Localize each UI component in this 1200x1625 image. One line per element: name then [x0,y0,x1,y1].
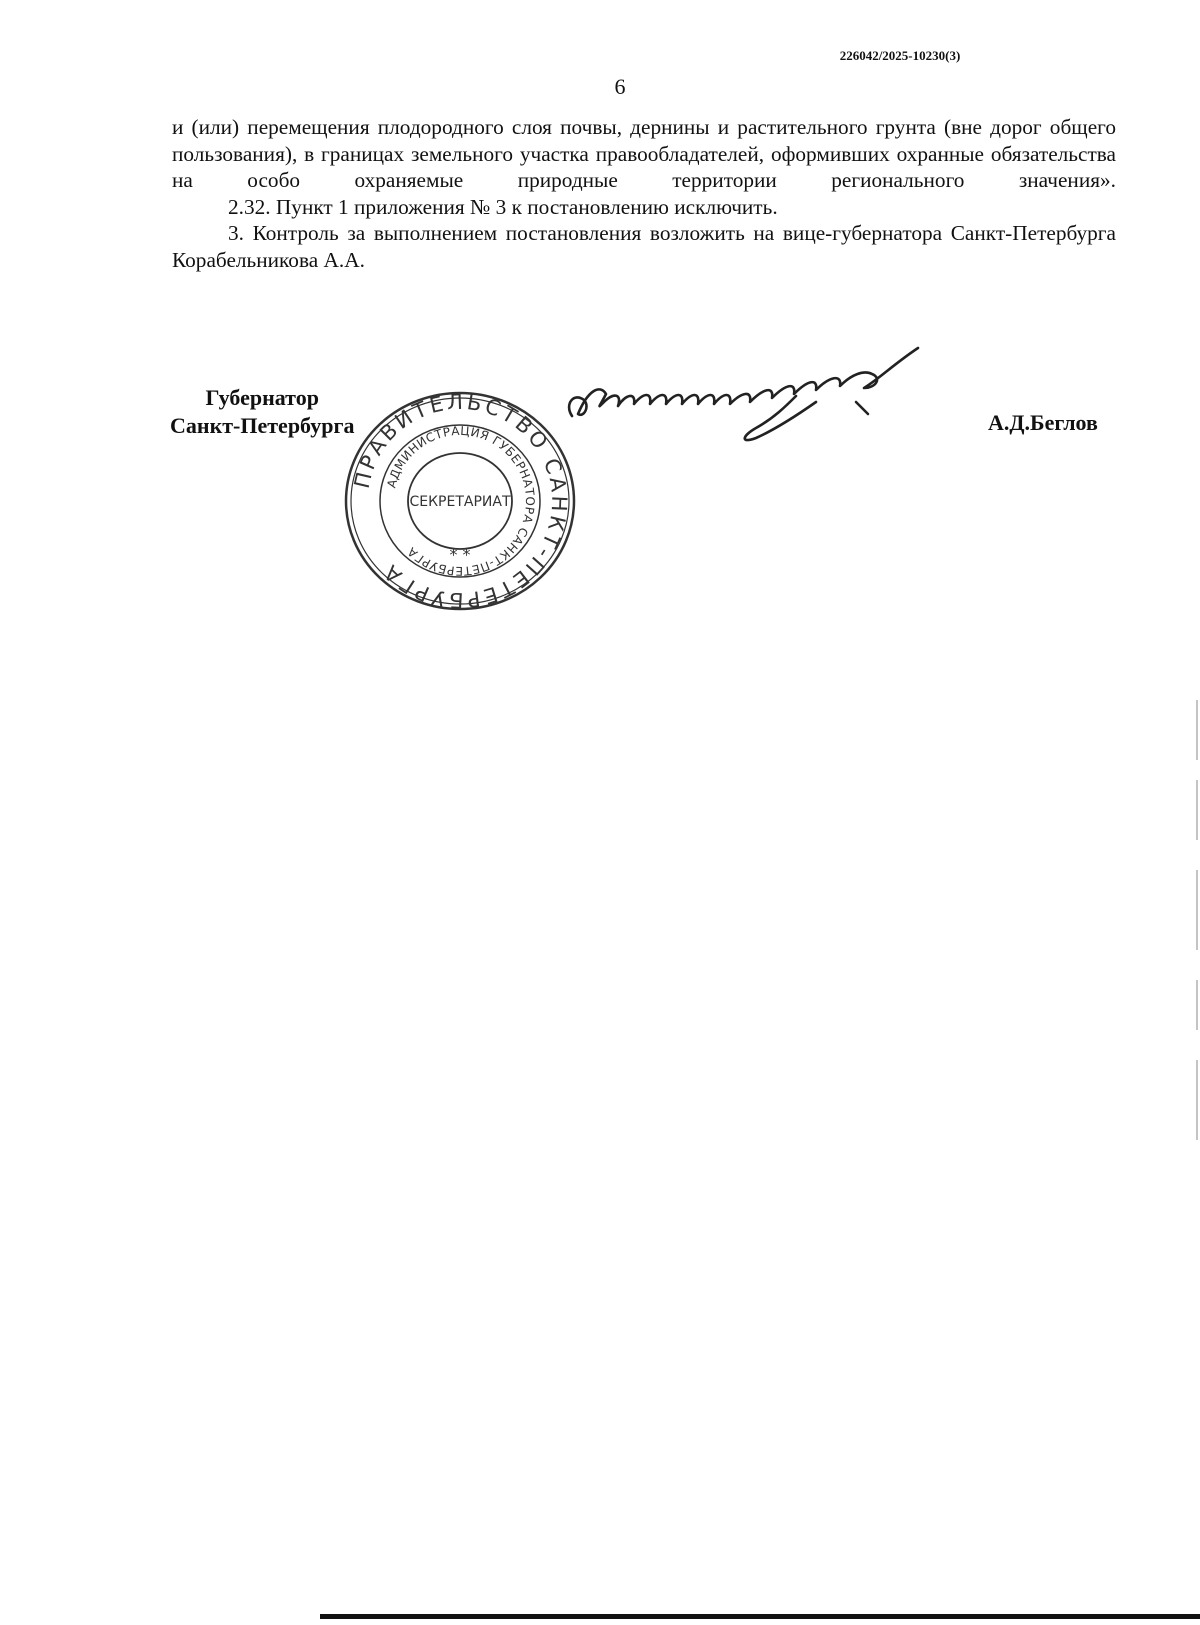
stamp-center-text: СЕКРЕТАРИАТ [409,494,511,510]
stamp-outer-text: ПРАВИТЕЛЬСТВО САНКТ-ПЕТЕРБУРГА [349,389,572,613]
scan-edge-marks [1196,700,1199,1140]
stamp-stars: * * [449,545,471,564]
signatory-title-line-1: Губернатор [205,385,319,410]
paragraph-2-32: 2.32. Пункт 1 приложения № 3 к постановлению исключить. [228,194,778,219]
page-bottom-edge [320,1614,1200,1619]
paragraph-3: 3. Контроль за выполнением постановления возложить на вице-губернатора Санкт-Петербурга Корабельникова А.А. [172,221,1116,272]
doc-number: 226042/2025-10230(3) [839,48,961,63]
official-stamp [342,388,578,614]
paragraph-continuation: и (или) перемещения плодородного слоя почвы, дернины и растительного грунта (вне дорог общего пользования), в границах земельного участка правообладателей, оформивших охранные обязательства на особо охраняемые природные территории регионального значения». [172,115,1116,192]
handwritten-signature [560,344,960,454]
signatory-title-line-2: Санкт-Петербурга [170,413,355,438]
page-number: 6 [614,74,626,99]
stamp-inner-text: АДМИНИСТРАЦИЯ ГУБЕРНАТОРА САНКТ-ПЕТЕРБУРГА [384,423,538,579]
signatory-name: А.Д.Беглов [988,410,1098,435]
document-body [172,114,1116,273]
signatory-title [170,384,354,440]
